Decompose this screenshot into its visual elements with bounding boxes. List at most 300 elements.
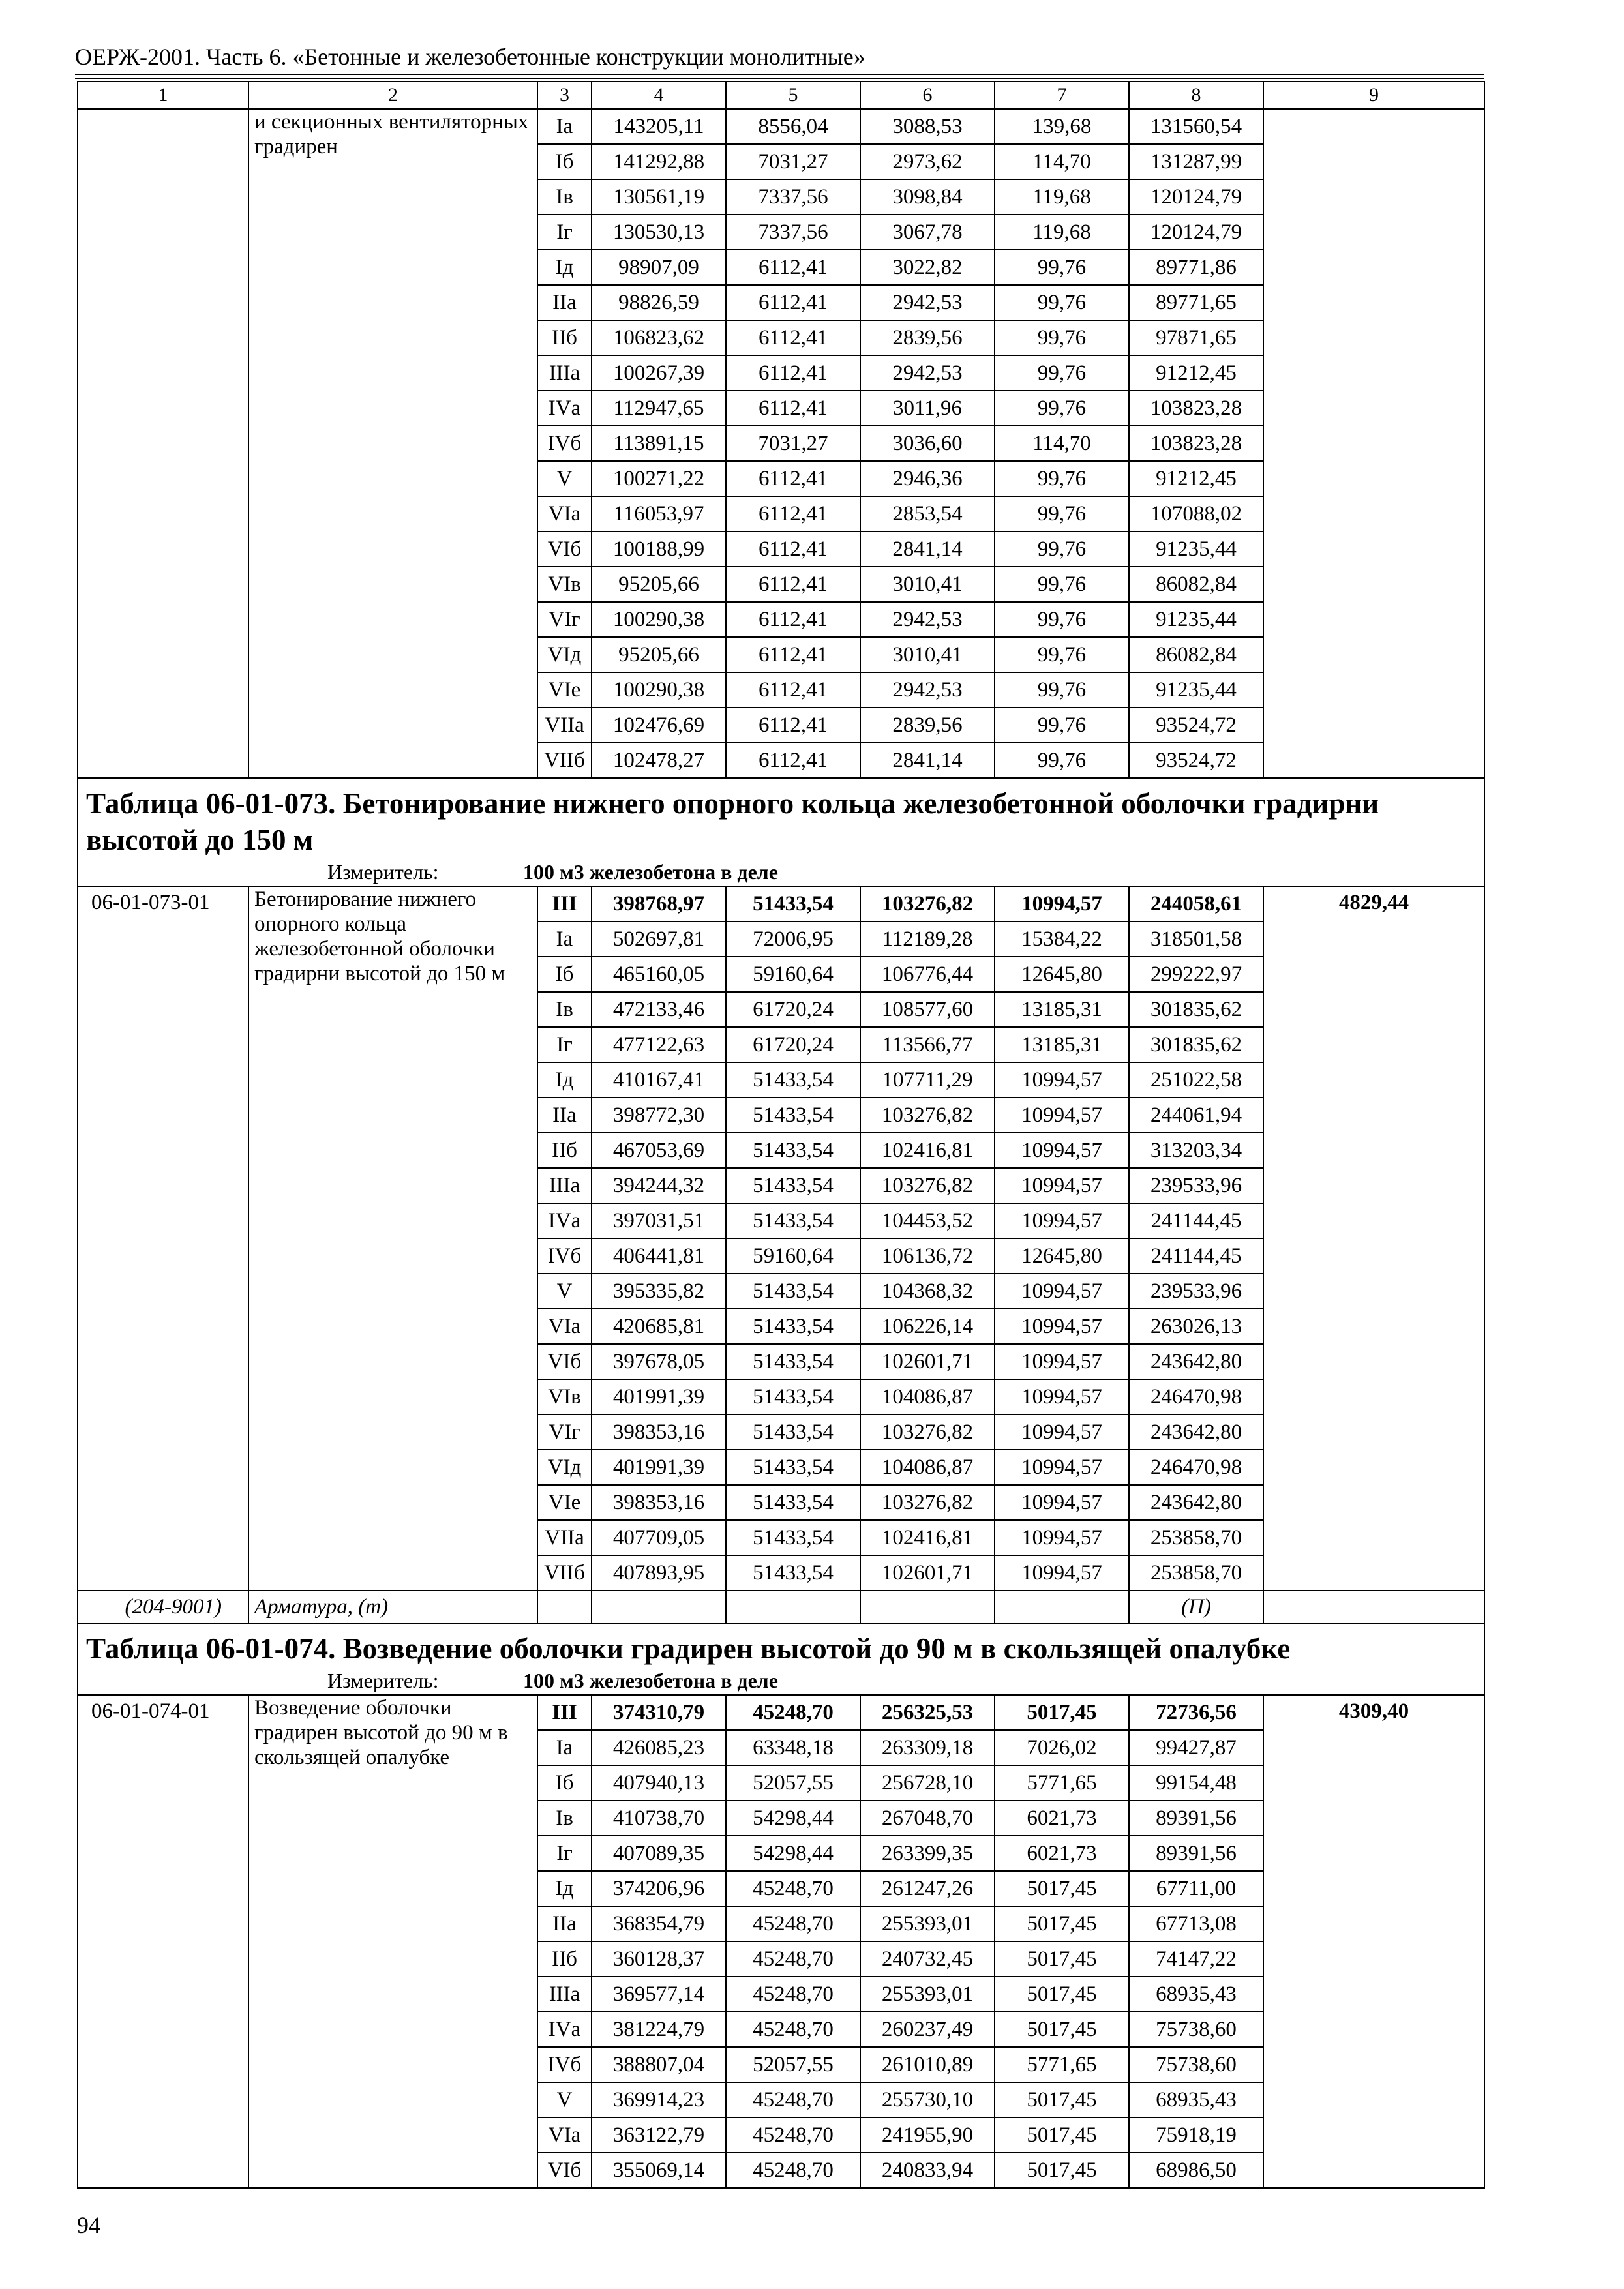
value-cell: 5017,45 — [995, 1695, 1129, 1730]
value-cell: 89771,86 — [1129, 250, 1263, 285]
value-cell: 12645,80 — [995, 1238, 1129, 1274]
column-number: 6 — [860, 82, 995, 109]
value-cell: 10994,57 — [995, 1450, 1129, 1485]
value-cell: 103823,28 — [1129, 391, 1263, 426]
column-number: 5 — [726, 82, 860, 109]
measure-value: 100 м3 железобетона в деле — [523, 1669, 778, 1692]
value-cell: 10994,57 — [995, 1098, 1129, 1133]
region-code: Iв — [537, 992, 592, 1027]
table-row — [78, 1695, 1484, 1730]
table-row — [78, 886, 1484, 921]
value-cell: 255730,10 — [860, 2082, 995, 2117]
region-code: Iа — [537, 921, 592, 957]
value-cell: 100188,99 — [592, 531, 726, 567]
value-cell: 51433,54 — [726, 1062, 860, 1098]
value-cell: 3036,60 — [860, 426, 995, 461]
value-cell: 104453,52 — [860, 1203, 995, 1238]
region-code: III — [537, 886, 592, 921]
value-cell: 99,76 — [995, 355, 1129, 391]
region-code: VIIб — [537, 743, 592, 778]
value-cell: 54298,44 — [726, 1836, 860, 1871]
value-cell: 10994,57 — [995, 1344, 1129, 1379]
value-cell: 51433,54 — [726, 1555, 860, 1591]
value-cell: 401991,39 — [592, 1379, 726, 1414]
value-cell: 113891,15 — [592, 426, 726, 461]
region-code: Iв — [537, 1801, 592, 1836]
value-cell: 107711,29 — [860, 1062, 995, 1098]
region-code: VIб — [537, 2153, 592, 2188]
empty-cell — [726, 1591, 860, 1623]
measure-label: Измеритель: — [327, 1669, 439, 1692]
value-cell: 299222,97 — [1129, 957, 1263, 992]
value-cell: 108577,60 — [860, 992, 995, 1027]
region-code: VIд — [537, 637, 592, 672]
value-cell: 99,76 — [995, 743, 1129, 778]
value-cell: 301835,62 — [1129, 992, 1263, 1027]
header-rule — [75, 74, 1484, 75]
value-cell: 72736,56 — [1129, 1695, 1263, 1730]
region-code: IVа — [537, 2012, 592, 2047]
value-cell: 467053,69 — [592, 1133, 726, 1168]
value-cell: 6112,41 — [726, 708, 860, 743]
value-cell: 119,68 — [995, 179, 1129, 215]
measure-line — [86, 1667, 1476, 1694]
value-cell: 8556,04 — [726, 109, 860, 144]
value-cell: 100267,39 — [592, 355, 726, 391]
value-cell: 93524,72 — [1129, 743, 1263, 778]
value-cell: 130530,13 — [592, 215, 726, 250]
value-cell: 261010,89 — [860, 2047, 995, 2082]
value-cell: 10994,57 — [995, 1555, 1129, 1591]
value-cell: 407089,35 — [592, 1836, 726, 1871]
value-cell: 139,68 — [995, 109, 1129, 144]
value-cell: 107088,02 — [1129, 496, 1263, 531]
value-cell: 10994,57 — [995, 1203, 1129, 1238]
value-cell: 3011,96 — [860, 391, 995, 426]
value-cell: 113566,77 — [860, 1027, 995, 1062]
table-title-cell — [78, 778, 1484, 886]
value-cell: 6112,41 — [726, 672, 860, 708]
region-code: IIа — [537, 1098, 592, 1133]
value-cell: 106823,62 — [592, 320, 726, 355]
value-cell: 255393,01 — [860, 1906, 995, 1941]
column-number: 1 — [78, 82, 248, 109]
value-cell: 112947,65 — [592, 391, 726, 426]
value-cell: 241144,45 — [1129, 1238, 1263, 1274]
value-cell: 45248,70 — [726, 2082, 860, 2117]
value-cell: 91212,45 — [1129, 355, 1263, 391]
item-description: и секционных вентиляторных градирен — [248, 109, 537, 778]
value-cell: 51433,54 — [726, 1274, 860, 1309]
value-cell: 13185,31 — [995, 992, 1129, 1027]
value-cell: 426085,23 — [592, 1730, 726, 1765]
value-cell: 75918,19 — [1129, 2117, 1263, 2153]
region-code: VIв — [537, 567, 592, 602]
value-cell: 369914,23 — [592, 2082, 726, 2117]
value-cell: 51433,54 — [726, 1344, 860, 1379]
value-cell: 59160,64 — [726, 957, 860, 992]
value-cell: 6112,41 — [726, 320, 860, 355]
region-code: IIIа — [537, 1168, 592, 1203]
value-cell: 103276,82 — [860, 1485, 995, 1520]
value-cell: 68986,50 — [1129, 2153, 1263, 2188]
region-code: VIд — [537, 1450, 592, 1485]
value-cell: 99,76 — [995, 496, 1129, 531]
empty-cell — [537, 1591, 592, 1623]
value-cell: 51433,54 — [726, 1450, 860, 1485]
value-cell: 114,70 — [995, 426, 1129, 461]
value-cell: 100271,22 — [592, 461, 726, 496]
value-cell: 394244,32 — [592, 1168, 726, 1203]
item-description: Бетонирование нижнего опорного кольца железобетонной оболочки градирни высотой до 150 м — [248, 886, 537, 1591]
value-cell: 5017,45 — [995, 1871, 1129, 1906]
value-cell: 360128,37 — [592, 1941, 726, 1977]
value-cell: 112189,28 — [860, 921, 995, 957]
value-cell: 374310,79 — [592, 1695, 726, 1730]
value-cell: 374206,96 — [592, 1871, 726, 1906]
value-cell: 5771,65 — [995, 2047, 1129, 2082]
value-cell: 355069,14 — [592, 2153, 726, 2188]
empty-cell — [1263, 1591, 1484, 1623]
value-cell: 143205,11 — [592, 109, 726, 144]
value-cell: 244058,61 — [1129, 886, 1263, 921]
value-cell: 13185,31 — [995, 1027, 1129, 1062]
table-title: Таблица 06-01-073. Бетонирование нижнего опорного кольца железобетонной оболочки градирни высотой до 150 м — [86, 787, 1379, 856]
column-number: 9 — [1263, 82, 1484, 109]
value-cell: 119,68 — [995, 215, 1129, 250]
value-cell: 6112,41 — [726, 355, 860, 391]
value-cell: 99,76 — [995, 672, 1129, 708]
value-cell: 95205,66 — [592, 567, 726, 602]
value-cell: 398353,16 — [592, 1485, 726, 1520]
measure-line — [86, 858, 1476, 886]
value-cell: 313203,34 — [1129, 1133, 1263, 1168]
value-cell: 54298,44 — [726, 1801, 860, 1836]
value-cell: 261247,26 — [860, 1871, 995, 1906]
value-cell: 3022,82 — [860, 250, 995, 285]
value-cell: 472133,46 — [592, 992, 726, 1027]
value-cell: 3010,41 — [860, 637, 995, 672]
value-cell: 6112,41 — [726, 743, 860, 778]
value-cell: 10994,57 — [995, 1520, 1129, 1555]
value-cell: 51433,54 — [726, 1168, 860, 1203]
value-cell: 410738,70 — [592, 1801, 726, 1836]
value-cell: 99427,87 — [1129, 1730, 1263, 1765]
value-cell: 10994,57 — [995, 1309, 1129, 1344]
value-cell: 102601,71 — [860, 1555, 995, 1591]
value-cell: 6112,41 — [726, 496, 860, 531]
value-cell: 7337,56 — [726, 179, 860, 215]
labor-cost — [1263, 109, 1484, 778]
value-cell: 407893,95 — [592, 1555, 726, 1591]
value-cell: 3098,84 — [860, 179, 995, 215]
region-code: IVб — [537, 2047, 592, 2082]
value-cell: 465160,05 — [592, 957, 726, 992]
region-code: Iа — [537, 109, 592, 144]
value-cell: 45248,70 — [726, 1941, 860, 1977]
region-code: VIIб — [537, 1555, 592, 1591]
value-cell: 407940,13 — [592, 1765, 726, 1801]
value-cell: 10994,57 — [995, 1485, 1129, 1520]
value-cell: 99,76 — [995, 567, 1129, 602]
value-cell: 5017,45 — [995, 1941, 1129, 1977]
region-code: VIIа — [537, 1520, 592, 1555]
value-cell: 395335,82 — [592, 1274, 726, 1309]
value-cell: 363122,79 — [592, 2117, 726, 2153]
header-rule — [75, 78, 1484, 79]
region-code: IVа — [537, 391, 592, 426]
region-code: VIе — [537, 1485, 592, 1520]
value-cell: 51433,54 — [726, 1485, 860, 1520]
labor-cost: 4309,40 — [1263, 1695, 1484, 2188]
region-code: Iг — [537, 1027, 592, 1062]
value-cell: 2839,56 — [860, 320, 995, 355]
value-cell: 5017,45 — [995, 2082, 1129, 2117]
table-title-cell — [78, 1623, 1484, 1695]
value-cell: 51433,54 — [726, 1309, 860, 1344]
value-cell: 102476,69 — [592, 708, 726, 743]
value-cell: 97871,65 — [1129, 320, 1263, 355]
value-cell: 89391,56 — [1129, 1801, 1263, 1836]
value-cell: 2839,56 — [860, 708, 995, 743]
value-cell: 410167,41 — [592, 1062, 726, 1098]
value-cell: 99,76 — [995, 708, 1129, 743]
value-cell: 98826,59 — [592, 285, 726, 320]
region-code: IVа — [537, 1203, 592, 1238]
value-cell: 5771,65 — [995, 1765, 1129, 1801]
region-code: V — [537, 2082, 592, 2117]
region-code: VIа — [537, 496, 592, 531]
value-cell: 6112,41 — [726, 531, 860, 567]
region-code: VIб — [537, 531, 592, 567]
value-cell: 6112,41 — [726, 637, 860, 672]
region-code: IIб — [537, 1941, 592, 1977]
value-cell: 45248,70 — [726, 1977, 860, 2012]
value-cell: 7031,27 — [726, 144, 860, 179]
measure-label: Измеритель: — [327, 860, 439, 884]
value-cell: 2942,53 — [860, 285, 995, 320]
region-code: IIа — [537, 1906, 592, 1941]
page-number: 94 — [77, 2212, 100, 2238]
value-cell: 99,76 — [995, 250, 1129, 285]
value-cell: 51433,54 — [726, 886, 860, 921]
value-cell: 6021,73 — [995, 1801, 1129, 1836]
column-number-row — [78, 82, 1484, 109]
value-cell: 241955,90 — [860, 2117, 995, 2153]
region-code: IIб — [537, 320, 592, 355]
measure-value: 100 м3 железобетона в деле — [523, 860, 778, 884]
value-cell: 99,76 — [995, 531, 1129, 567]
value-cell: 102416,81 — [860, 1520, 995, 1555]
value-cell: 86082,84 — [1129, 567, 1263, 602]
region-code: Iб — [537, 1765, 592, 1801]
value-cell: 99,76 — [995, 320, 1129, 355]
value-cell: 120124,79 — [1129, 215, 1263, 250]
value-cell: 241144,45 — [1129, 1203, 1263, 1238]
value-cell: 45248,70 — [726, 1871, 860, 1906]
value-cell: 67711,00 — [1129, 1871, 1263, 1906]
value-cell: 397678,05 — [592, 1344, 726, 1379]
footnote-mark: (П) — [1129, 1591, 1263, 1623]
item-description: Возведение оболочки градирен высотой до 90 м в скользящей опалубке — [248, 1695, 537, 2188]
value-cell: 256728,10 — [860, 1765, 995, 1801]
footnote-description: Арматура, (т) — [248, 1591, 537, 1623]
price-table — [77, 81, 1485, 2189]
value-cell: 51433,54 — [726, 1133, 860, 1168]
value-cell: 61720,24 — [726, 1027, 860, 1062]
value-cell: 91212,45 — [1129, 461, 1263, 496]
value-cell: 2973,62 — [860, 144, 995, 179]
value-cell: 98907,09 — [592, 250, 726, 285]
region-code: IVб — [537, 1238, 592, 1274]
value-cell: 263309,18 — [860, 1730, 995, 1765]
value-cell: 2942,53 — [860, 672, 995, 708]
region-code: Iа — [537, 1730, 592, 1765]
value-cell: 51433,54 — [726, 1414, 860, 1450]
value-cell: 368354,79 — [592, 1906, 726, 1941]
value-cell: 106226,14 — [860, 1309, 995, 1344]
value-cell: 91235,44 — [1129, 602, 1263, 637]
value-cell: 240833,94 — [860, 2153, 995, 2188]
value-cell: 131560,54 — [1129, 109, 1263, 144]
value-cell: 86082,84 — [1129, 637, 1263, 672]
value-cell: 116053,97 — [592, 496, 726, 531]
value-cell: 5017,45 — [995, 1906, 1129, 1941]
region-code: VIг — [537, 1414, 592, 1450]
column-number: 8 — [1129, 82, 1263, 109]
value-cell: 51433,54 — [726, 1379, 860, 1414]
value-cell: 10994,57 — [995, 1168, 1129, 1203]
value-cell: 45248,70 — [726, 1695, 860, 1730]
value-cell: 398772,30 — [592, 1098, 726, 1133]
value-cell: 103276,82 — [860, 1168, 995, 1203]
value-cell: 102601,71 — [860, 1344, 995, 1379]
region-code: Iб — [537, 144, 592, 179]
region-code: VIе — [537, 672, 592, 708]
value-cell: 7026,02 — [995, 1730, 1129, 1765]
value-cell: 240732,45 — [860, 1941, 995, 1977]
value-cell: 51433,54 — [726, 1203, 860, 1238]
value-cell: 99,76 — [995, 602, 1129, 637]
item-code: 06-01-073-01 — [78, 886, 248, 1591]
value-cell: 10994,57 — [995, 1379, 1129, 1414]
value-cell: 5017,45 — [995, 1977, 1129, 2012]
value-cell: 243642,80 — [1129, 1414, 1263, 1450]
value-cell: 99,76 — [995, 461, 1129, 496]
value-cell: 114,70 — [995, 144, 1129, 179]
value-cell: 388807,04 — [592, 2047, 726, 2082]
region-code: VIа — [537, 2117, 592, 2153]
value-cell: 99,76 — [995, 637, 1129, 672]
footnote-code: (204-9001) — [78, 1591, 248, 1623]
empty-cell — [995, 1591, 1129, 1623]
value-cell: 2942,53 — [860, 602, 995, 637]
region-code: VIв — [537, 1379, 592, 1414]
value-cell: 253858,70 — [1129, 1520, 1263, 1555]
value-cell: 104086,87 — [860, 1379, 995, 1414]
value-cell: 103276,82 — [860, 886, 995, 921]
value-cell: 45248,70 — [726, 1906, 860, 1941]
region-code: Iг — [537, 215, 592, 250]
value-cell: 75738,60 — [1129, 2012, 1263, 2047]
value-cell: 51433,54 — [726, 1098, 860, 1133]
value-cell: 104368,32 — [860, 1274, 995, 1309]
item-code — [78, 109, 248, 778]
value-cell: 239533,96 — [1129, 1274, 1263, 1309]
value-cell: 103823,28 — [1129, 426, 1263, 461]
value-cell: 260237,49 — [860, 2012, 995, 2047]
region-code: IIа — [537, 285, 592, 320]
value-cell: 255393,01 — [860, 1977, 995, 2012]
value-cell: 91235,44 — [1129, 531, 1263, 567]
region-code: VIIа — [537, 708, 592, 743]
value-cell: 6112,41 — [726, 391, 860, 426]
value-cell: 251022,58 — [1129, 1062, 1263, 1098]
region-code: Iд — [537, 1871, 592, 1906]
value-cell: 75738,60 — [1129, 2047, 1263, 2082]
region-code: VIг — [537, 602, 592, 637]
table-title: Таблица 06-01-074. Возведение оболочки градирен высотой до 90 м в скользящей опалубке — [86, 1632, 1291, 1665]
value-cell: 398353,16 — [592, 1414, 726, 1450]
value-cell: 3067,78 — [860, 215, 995, 250]
value-cell: 102478,27 — [592, 743, 726, 778]
value-cell: 6021,73 — [995, 1836, 1129, 1871]
value-cell: 381224,79 — [592, 2012, 726, 2047]
document-header: ОЕРЖ-2001. Часть 6. «Бетонные и железобетонные конструкции монолитные» — [75, 44, 865, 70]
value-cell: 407709,05 — [592, 1520, 726, 1555]
column-number: 7 — [995, 82, 1129, 109]
item-code: 06-01-074-01 — [78, 1695, 248, 2188]
labor-cost: 4829,44 — [1263, 886, 1484, 1591]
region-code: Iд — [537, 250, 592, 285]
value-cell: 99,76 — [995, 285, 1129, 320]
table-title-row — [78, 778, 1484, 886]
value-cell: 246470,98 — [1129, 1379, 1263, 1414]
value-cell: 104086,87 — [860, 1450, 995, 1485]
value-cell: 10994,57 — [995, 1414, 1129, 1450]
value-cell: 3010,41 — [860, 567, 995, 602]
value-cell: 141292,88 — [592, 144, 726, 179]
value-cell: 95205,66 — [592, 637, 726, 672]
region-code: Iг — [537, 1836, 592, 1871]
value-cell: 52057,55 — [726, 1765, 860, 1801]
value-cell: 10994,57 — [995, 886, 1129, 921]
value-cell: 6112,41 — [726, 567, 860, 602]
value-cell: 45248,70 — [726, 2153, 860, 2188]
value-cell: 6112,41 — [726, 602, 860, 637]
value-cell: 100290,38 — [592, 672, 726, 708]
region-code: IVб — [537, 426, 592, 461]
region-code: V — [537, 461, 592, 496]
region-code: IIIа — [537, 1977, 592, 2012]
value-cell: 102416,81 — [860, 1133, 995, 1168]
region-code: IIIа — [537, 355, 592, 391]
value-cell: 74147,22 — [1129, 1941, 1263, 1977]
value-cell: 7031,27 — [726, 426, 860, 461]
value-cell: 406441,81 — [592, 1238, 726, 1274]
value-cell: 99,76 — [995, 391, 1129, 426]
value-cell: 99154,48 — [1129, 1765, 1263, 1801]
value-cell: 244061,94 — [1129, 1098, 1263, 1133]
value-cell: 7337,56 — [726, 215, 860, 250]
value-cell: 246470,98 — [1129, 1450, 1263, 1485]
value-cell: 369577,14 — [592, 1977, 726, 2012]
region-code: Iб — [537, 957, 592, 992]
value-cell: 89391,56 — [1129, 1836, 1263, 1871]
value-cell: 106776,44 — [860, 957, 995, 992]
column-number: 3 — [537, 82, 592, 109]
value-cell: 253858,70 — [1129, 1555, 1263, 1591]
